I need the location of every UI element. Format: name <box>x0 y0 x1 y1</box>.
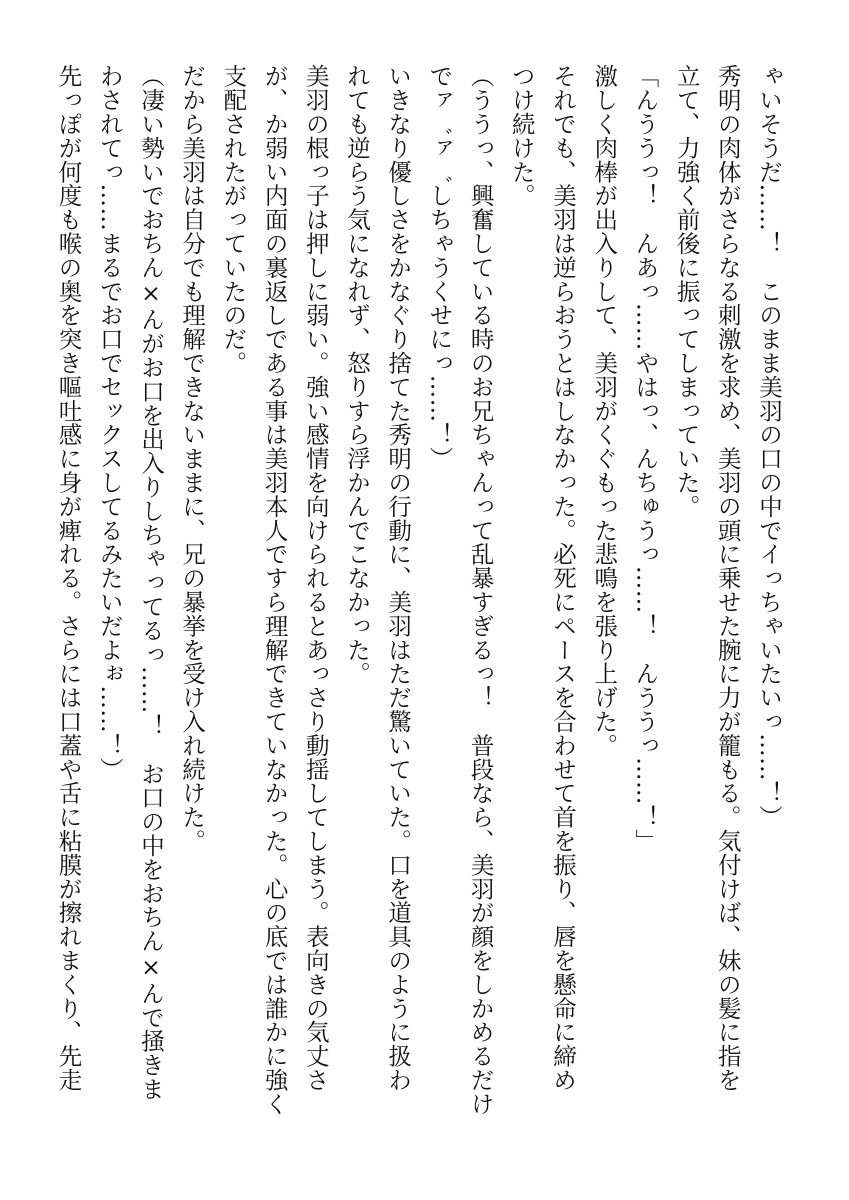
text-line: わされてっ……まるでお口でセックスしてるみたいだよぉ……！） <box>95 64 124 781</box>
text-line: （ううっ、興奮している時のお兄ちゃんって乱暴すぎるっ！ 普段なら、美羽が顔をしかめるだけ <box>466 64 495 1116</box>
text-line: いきなり優しさをかなぐり捨てた秀明の行動に、美羽はただ驚いていた。口を道具のように扱わ <box>384 64 413 1092</box>
text-line: 激しく肉棒が出入りして、美羽がくぐもった悲鳴を張り上げた。 <box>590 64 619 758</box>
text-line: だから美羽は自分でも理解できないままに、兄の暴挙を受け入れ続けた。 <box>178 64 207 853</box>
text-line: それでも、美羽は逆らおうとはしなかった。必死にペースを合わせて首を振り、唇を懸命に締め <box>548 64 577 1092</box>
text-line: （凄い勢いでおちん×んがお口を出入りしちゃってるっ……！ お口の中をおちん×んで掻きま <box>136 64 165 1101</box>
text-line: が、か弱い内面の裏返しである事は美羽本人ですら理解できていなかった。心の底では誰かに強く <box>260 64 289 1116</box>
text-line: 秀明の肉体がさらなる刺激を求め、美羽の頭に乗せた腕に力が籠もる。気付けば、妹の髪に指を <box>713 64 742 1092</box>
text-line: 先っぽが何度も喉の奥を突き嘔吐感に身が痺れる。さらには口蓋や舌に粘膜が擦れまくり、先走 <box>54 64 83 1092</box>
text-line: でァ゛ァ゛しちゃうくせにっ……！） <box>425 64 454 471</box>
vertical-text-body <box>47 64 789 1124</box>
text-line: つけ続けた。 <box>507 64 536 208</box>
text-line: 美羽の根っ子は押しに弱い。強い感情を向けられるとあっさり動揺してしまう。表向きの気丈さ <box>301 64 330 1092</box>
text-line: ゃいそうだ……！ このまま美羽の口の中でイっちゃいたいっ……！） <box>755 64 783 829</box>
text-line: れても逆らう気になれず、怒りすら浮かんでこなかった。 <box>342 64 371 686</box>
text-line: 「んううっ！ んあっ……やはっ、んちゅうっ……！ んううっ……！」 <box>631 64 660 853</box>
text-line: 立て、力強く前後に振ってしまっていた。 <box>672 64 701 519</box>
text-line: 支配されたがっていたのだ。 <box>219 64 248 375</box>
